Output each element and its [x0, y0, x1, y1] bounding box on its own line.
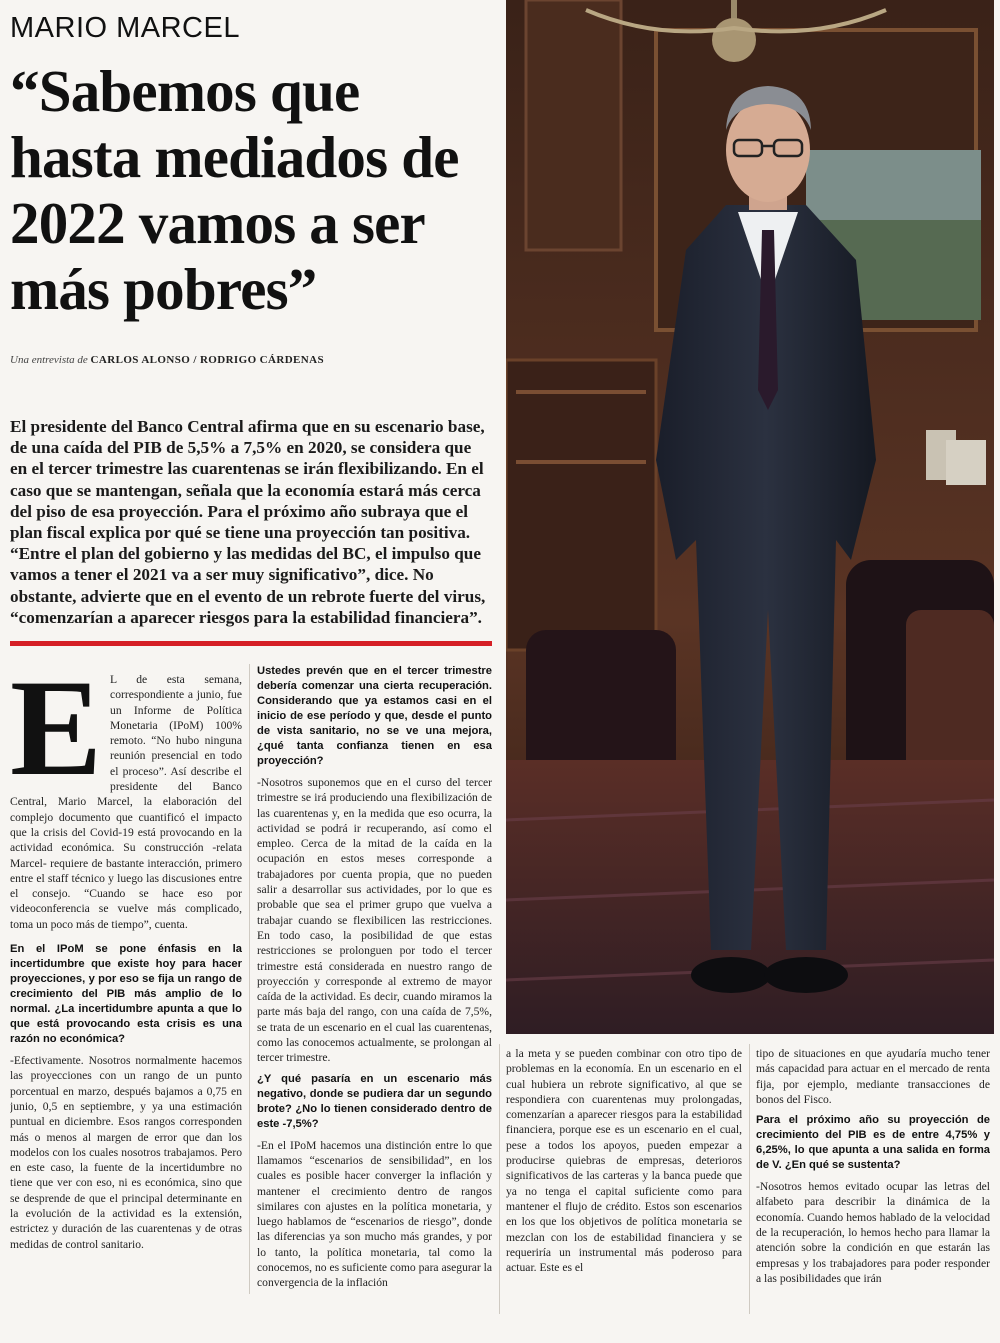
byline-authors: CARLOS ALONSO / RODRIGO CÁRDENAS — [90, 354, 324, 366]
answer: -Nosotros hemos evitado ocupar las letras del alfabeto para describir la dinámica de la economía. Cuando hemos hablado de la velocidad de la recuperación, lo hemos hecho para llamar la atención sobre la condición en que estarán las empresas y los trabajadores para poder responder a las posibilidades que irán — [756, 1180, 990, 1285]
answer: a la meta y se pueden combinar con otro tipo de problemas en la economía. En un escenario en el cual hubiera un rebrote significativo, al que se respondiera con cuarentenas muy prolongadas, comenzarían a aparecer riesgos para la estabilidad financiera, porque ese es un escenario en el cual, pese a todos los apoyos, pueden empezar a producirse quiebras de empresas, deterioros significativos de las carteras y la banca puede que ya no tenga el capital suficiente como para mantener el flujo de crédito. Estos son escenarios en los que los objetivos de política monetaria se mezclan con los de estabilidad financiera y se requeriría un instrumental más poderoso para actuar. Este es el — [506, 1047, 742, 1275]
answer: -Efectivamente. Nosotros normalmente hacemos las proyecciones con un rango de un punto porcentual en marzo, después bajamos a 0,75 en junio, 0,5 en septiembre, y ya una estimación puntual en diciembre. Esos rangos corresponden más o menos al margen de error que dan los modelos con los cuales nosotros trabajamos. Pero en este caso, la fuente de la incertidumbre no tiene que ver con eso, ni es económica, sino que se desprende de que el principal determinante en la evolución de la actividad es la extensión, estrictez y duración de las cuarentenas y de otras medidas de control sanitario. — [10, 1054, 242, 1251]
drop-cap: E — [10, 672, 103, 804]
answer: tipo de situaciones en que ayudaría mucho tener más capacidad para actuar en el mercado de renta fija, por ejemplo, mediante transacciones de bonos del Fisco. — [756, 1047, 990, 1106]
red-divider — [10, 641, 492, 646]
article-column-4 — [756, 1046, 990, 1316]
column-divider — [499, 1044, 500, 1314]
answer: -Nosotros suponemos que en el curso del tercer trimestre se irá produciendo una flexibilización de las cuarentenas y, en la medida que eso ocurra, la actividad se podrá ir recuperando, así como el empleo. Cerca de la mitad de la caída en la ocupación en estos meses corresponde a trabajadores por cuenta propia, que no pueden salir a desarrollar sus actividades, por lo que es probable que sea el primer grupo que vuelva a trabajar cuando se flexibilicen las restricciones. En todo caso, la posibilidad de que estas restricciones se prolonguen por todo el tercer trimestre está considerada en nuestro rango de proyección y corresponde al extremo de mayor caída de la actividad. Es decir, cuando miramos la parte más baja del rango, con una caída de 7,5%, se trata de un escenario en el cual las cuarentenas, como las conocemos actualmente, se prolongan al tercer trimestre. — [257, 776, 492, 1065]
headline: “Sabemos que hasta mediados de 2022 vamos a ser más pobres” — [10, 58, 459, 322]
opening-paragraph — [10, 672, 242, 932]
article-column-2 — [257, 664, 492, 1314]
column-divider — [749, 1044, 750, 1314]
opening-text: L de esta semana, correspondiente a junio, fue un Informe de Política Monetaria (IPoM) 100% remoto. “No hubo ninguna reunión presencial en todo el proceso”. Así describe el presidente del Banco Central, Mario Marcel, la elaboración del complejo documento que cuantificó el impacto que la crisis del Covid-19 está provocando en la actividad económica. Su construcción -relata Marcel- requiere de bastante interacción, primero entre el staff técnico y luego las discusiones entre el consejo. “Cuando se hace eso por videoconferencia se vuelve más complicado, toma un poco más de tiempo”, cuenta. — [10, 673, 242, 931]
byline — [10, 354, 324, 366]
question: En el IPoM se pone énfasis en la incertidumbre que existe hoy para hacer proyecciones, y por eso se fija un rango de crecimiento del PIB más amplio de lo normal. ¿La incertidumbre apunta a que lo que está provocando esta crisis es una razón no económica? — [10, 943, 242, 1046]
section-kicker: MARIO MARCEL — [10, 12, 240, 44]
portrait-illustration — [506, 0, 994, 1034]
answer: -En el IPoM hacemos una distinción entre lo que llamamos “escenarios de sensibilidad”, en los cuales es posible hacer converger la inflación y mantener el crecimiento dentro de rangos similares con ajustes en la política monetaria, y luego hablamos de “escenarios de riesgo”, donde las diferencias ya son mucho más grandes, y por lo tanto, la política monetaria, tal como la conocemos, no es suficiente como para asegurar la convergencia de la inflación — [257, 1138, 492, 1290]
question: Ustedes prevén que en el tercer trimestre debería comenzar una cierta recuperación. Considerando que ya estamos casi en el inicio de ese período y que, desde el punto de vista sanitario, no se ve una mejora, ¿qué tanta confianza tienen en esa proyección? — [257, 665, 492, 767]
byline-prefix: Una entrevista de — [10, 354, 88, 366]
lead-paragraph: El presidente del Banco Central afirma que en su escenario base, de una caída del PIB de 5,5% a 7,5% en 2020, se considera que en el tercer trimestre las cuarentenas se irán flexibilizando. En el caso que se mantengan, señala que la economía estará más cerca del piso de esa proyección. Para el próximo año subraya que el plan fiscal explica por qué se tiene una proyección tan positiva. “Entre el plan del gobierno y las medidas del BC, el impulso que vamos a tener el 2021 va a ser muy significativo”, dice. No obstante, advierte que en el evento de un rebrote fuerte del virus, “comenzarían a aparecer riesgos para la estabilidad financiera”. — [10, 417, 486, 627]
question: ¿Y qué pasaría en un escenario más negativo, donde se pudiera dar un segundo brote? ¿No lo tienen considerado dentro de este -7,5%? — [257, 1072, 492, 1130]
column-divider — [249, 664, 250, 1294]
portrait-photo — [506, 0, 994, 1034]
question: Para el próximo año su proyección de crecimiento del PIB es de entre 4,75% y 6,25%, lo que apunta a una salida en forma de V. ¿En qué se sustenta? — [756, 1114, 990, 1172]
article-column-1 — [10, 672, 242, 1312]
article-column-3 — [506, 1046, 742, 1316]
